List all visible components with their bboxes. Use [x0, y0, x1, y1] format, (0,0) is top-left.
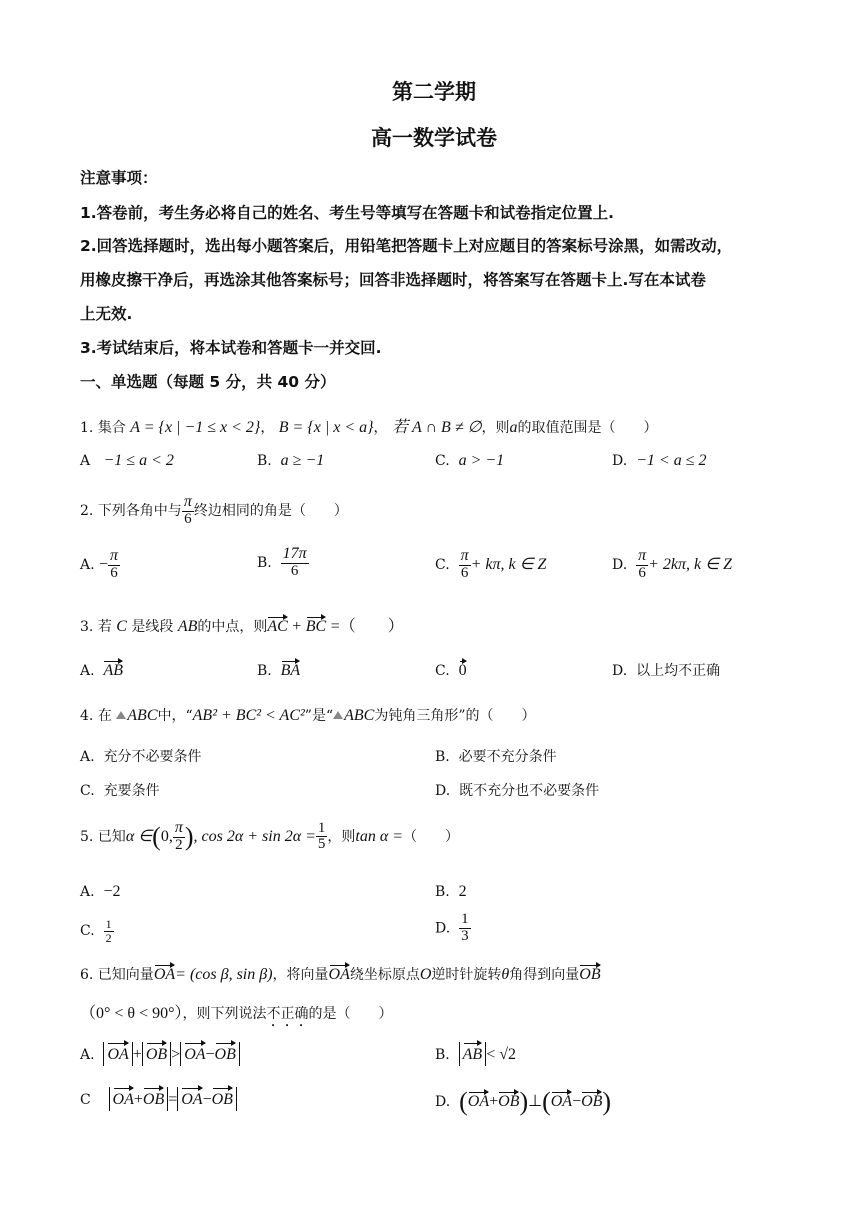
- option-b[interactable]: [435, 746, 557, 766]
- option-text: 以上均不正确: [636, 663, 721, 679]
- option-c[interactable]: C OA+OB = OA−OB: [80, 1087, 237, 1111]
- option-text: 必要不充分条件: [458, 749, 557, 765]
- question-2: [80, 494, 348, 528]
- option-d[interactable]: [435, 912, 471, 945]
- question-text: 的取值范围是（ ）: [517, 420, 658, 436]
- fraction: $\frac{\pi}{6}$: [110, 547, 119, 581]
- question-text: 终边相同的角是（ ）: [193, 502, 348, 519]
- abs-value: AB: [459, 1042, 487, 1066]
- question-text: 角得到向量: [509, 967, 580, 983]
- option-letter: A.: [80, 749, 95, 765]
- question-number: 6.: [80, 967, 94, 983]
- option-a[interactable]: [80, 746, 201, 766]
- question-text: 集合: [97, 420, 126, 436]
- option-letter: A.: [80, 556, 95, 573]
- option-d[interactable]: [435, 780, 599, 800]
- right-paren: ): [184, 821, 194, 851]
- option-a[interactable]: [80, 883, 121, 901]
- option-text: < √2: [486, 1046, 517, 1063]
- section-heading-single-choice: 一、单选题（每题 5 分，共 40 分）: [80, 373, 336, 391]
- zero-vector: 0: [458, 662, 467, 679]
- option-letter: A.: [80, 1047, 95, 1063]
- option-letter: D.: [435, 783, 451, 799]
- option-letter: B.: [257, 554, 272, 571]
- option-letter: D.: [612, 453, 628, 469]
- question-text: 已知: [97, 828, 126, 845]
- notice-item-2-line2: 用橡皮擦干净后，再选涂其他答案标号；回答非选择题时，将答案写在答题卡上.写在本试卷: [80, 271, 706, 289]
- option-c[interactable]: [435, 548, 546, 582]
- question-4: [80, 705, 536, 725]
- vector-ba: BA: [280, 662, 301, 679]
- condition-expression: AB² + BC² < AC²: [192, 707, 305, 724]
- option-letter: D.: [612, 663, 628, 679]
- option-a[interactable]: A. OA + OB > OA−OB: [80, 1042, 240, 1066]
- option-letter: C.: [435, 663, 450, 679]
- answer-paren: （ ）: [403, 828, 460, 845]
- question-text: 的是（ ）: [308, 1006, 393, 1022]
- option-letter: B.: [257, 663, 272, 679]
- notice-item-2-line3: 上无效.: [80, 305, 133, 323]
- question-number: 3.: [80, 619, 94, 635]
- notice-item-2-line1: 2.回答选择题时，选出每小题答案后，用铅笔把答题卡上对应题目的答案标号涂黑，如需改动，: [80, 237, 733, 255]
- vector-definition: = (cos β, sin β): [175, 966, 273, 983]
- triangle-abc: ABC: [127, 707, 158, 724]
- question-text: 是线段: [131, 619, 174, 635]
- tan-alpha: tan α =: [355, 827, 404, 845]
- option-text: a ≥ −1: [280, 452, 325, 469]
- notice-heading: 注意事项：: [80, 169, 158, 187]
- point-c: C: [116, 618, 127, 635]
- option-b[interactable]: [257, 660, 300, 680]
- question-text: 下列各角中与: [97, 502, 182, 519]
- notice-item-1: 1.答卷前，考生务必将自己的姓名、考生号等填写在答题卡和试卷指定位置上.: [80, 204, 615, 222]
- option-text: 充要条件: [103, 783, 160, 799]
- option-d[interactable]: [612, 548, 732, 582]
- abs-value: OA−OB: [180, 1042, 240, 1066]
- left-paren: (: [152, 821, 161, 851]
- option-letter: B.: [435, 1047, 450, 1063]
- option-letter: D.: [612, 556, 628, 573]
- question-number: 2.: [80, 502, 94, 519]
- question-text: 为钝角三角形”的（ ）: [374, 708, 536, 724]
- fraction: $\frac{1}{2}$: [105, 917, 112, 945]
- triangle-abc: ABC: [344, 707, 375, 724]
- option-text: + 2kπ, k ∈ Z: [648, 555, 732, 573]
- abs-value: OA: [103, 1042, 132, 1066]
- set-b: B = {x | x < a}: [278, 419, 374, 436]
- abs-value: OA+OB: [109, 1087, 169, 1111]
- question-text: 在: [97, 708, 112, 724]
- segment-ab: AB: [177, 618, 198, 635]
- exam-term: 第二学期: [392, 80, 476, 104]
- option-letter: D.: [435, 1094, 451, 1110]
- triangle-icon: [333, 711, 343, 719]
- question-text: ，则: [481, 420, 510, 436]
- question-text: 若: [97, 619, 112, 635]
- fraction: $\frac{\pi}{6}$: [638, 547, 647, 581]
- origin-o: O: [419, 966, 432, 983]
- option-letter: B.: [257, 453, 272, 469]
- question-text: 的中点，则: [197, 619, 268, 635]
- option-text: −2: [103, 883, 121, 900]
- option-letter: C.: [80, 923, 95, 940]
- option-c[interactable]: [80, 780, 160, 800]
- option-a[interactable]: [80, 660, 123, 680]
- vector-ab: AB: [103, 662, 124, 679]
- question-text: 已知向量: [97, 967, 154, 983]
- question-number: 4.: [80, 708, 94, 724]
- vector-bc: BC: [305, 618, 327, 635]
- question-text: ，将向量: [272, 967, 329, 983]
- question-text: ，则下列说法: [182, 1006, 267, 1022]
- variable-a: a: [509, 419, 518, 436]
- option-letter: C.: [435, 453, 450, 469]
- angle-theta: θ: [501, 966, 510, 983]
- question-text: 绕坐标原点: [349, 967, 420, 983]
- option-b[interactable]: [257, 546, 309, 580]
- option-b[interactable]: [257, 452, 324, 470]
- minus-sign: −: [99, 555, 109, 573]
- fraction: $\frac{17\pi}{6}$: [282, 545, 307, 579]
- fraction: $\frac{\pi}{6}$: [183, 493, 192, 527]
- option-text: a > −1: [458, 452, 505, 469]
- option-text: 充分不必要条件: [103, 749, 202, 765]
- option-text: −1 ≤ a < 2: [103, 452, 174, 469]
- option-b[interactable]: [435, 883, 467, 901]
- fraction: $\frac{1}{3}$: [461, 911, 469, 944]
- vector-oa: OA: [153, 966, 176, 983]
- option-letter: C.: [435, 556, 450, 573]
- question-text: 逆时针旋转: [431, 967, 502, 983]
- question-5: 5. 已知α ∈(0, $\frac{\pi}{2}$ ), cos 2α + sin 2α = $\frac{1}{5}$ ，则tan α =（ ）: [80, 819, 460, 853]
- option-c[interactable]: [435, 660, 467, 680]
- abs-value: OB: [142, 1042, 171, 1066]
- option-d[interactable]: [612, 452, 706, 470]
- question-6: [80, 964, 601, 984]
- alpha-interval: α ∈: [125, 827, 153, 845]
- fraction: $\frac{\pi}{6}$: [460, 547, 469, 581]
- question-6-line2: [80, 1000, 393, 1030]
- question-text: ，则: [327, 828, 356, 845]
- set-a: A = {x | −1 ≤ x < 2}: [130, 419, 261, 436]
- theta-range: （0° < θ < 90°）: [80, 1005, 183, 1022]
- plus-sign: +: [292, 618, 302, 635]
- option-letter: A: [80, 453, 91, 469]
- option-b[interactable]: [435, 1042, 516, 1066]
- option-letter: B.: [435, 749, 450, 765]
- option-c[interactable]: [80, 918, 114, 944]
- question-1: 1. 集合 A = {x | −1 ≤ x < 2}， B = {x | x < a}， 若 A ∩ B ≠ ∅，则a的取值范围是（ ）: [80, 419, 658, 436]
- vector-oa: OA: [328, 966, 350, 983]
- intersection-condition: 若 A ∩ B ≠ ∅: [392, 419, 482, 436]
- option-text: 既不充分也不必要条件: [459, 783, 600, 799]
- vector-ac: AC: [267, 618, 288, 635]
- emphasized-text: 不正确: [266, 1006, 309, 1022]
- fraction: $\frac{\pi}{2}$: [174, 819, 183, 853]
- vector-ob: OB: [579, 966, 601, 983]
- option-letter: B.: [435, 884, 450, 900]
- option-letter: C.: [80, 783, 95, 799]
- notice-item-3: 3.考试结束后，将本试卷和答题卡一并交回.: [80, 339, 382, 357]
- option-d[interactable]: [612, 660, 720, 680]
- option-text: 2: [458, 883, 467, 900]
- option-text: −1 < a ≤ 2: [636, 452, 707, 469]
- option-d[interactable]: D. (OA+OB)⊥(OA−OB): [435, 1087, 612, 1116]
- question-number: 5.: [80, 828, 94, 845]
- fraction: $\frac{1}{5}$: [317, 819, 326, 853]
- question-3: [80, 613, 404, 636]
- triangle-icon: [116, 711, 126, 719]
- option-letter: A.: [80, 663, 95, 679]
- option-letter: A.: [80, 884, 95, 900]
- option-a[interactable]: [80, 548, 120, 582]
- question-number: 1.: [80, 420, 94, 436]
- abs-value: OA−OB: [177, 1087, 237, 1111]
- exam-title: 高一数学试卷: [371, 126, 497, 150]
- option-a[interactable]: [80, 452, 174, 470]
- question-text: =（ ）: [330, 618, 404, 635]
- question-text: ”是“: [304, 708, 334, 724]
- option-letter: C: [80, 1092, 91, 1108]
- equation: , cos 2α + sin 2α =: [193, 827, 316, 845]
- option-letter: D.: [435, 920, 451, 937]
- question-text: 中，“: [157, 708, 193, 724]
- option-text: + kπ, k ∈ Z: [470, 555, 547, 573]
- option-c[interactable]: [435, 452, 504, 470]
